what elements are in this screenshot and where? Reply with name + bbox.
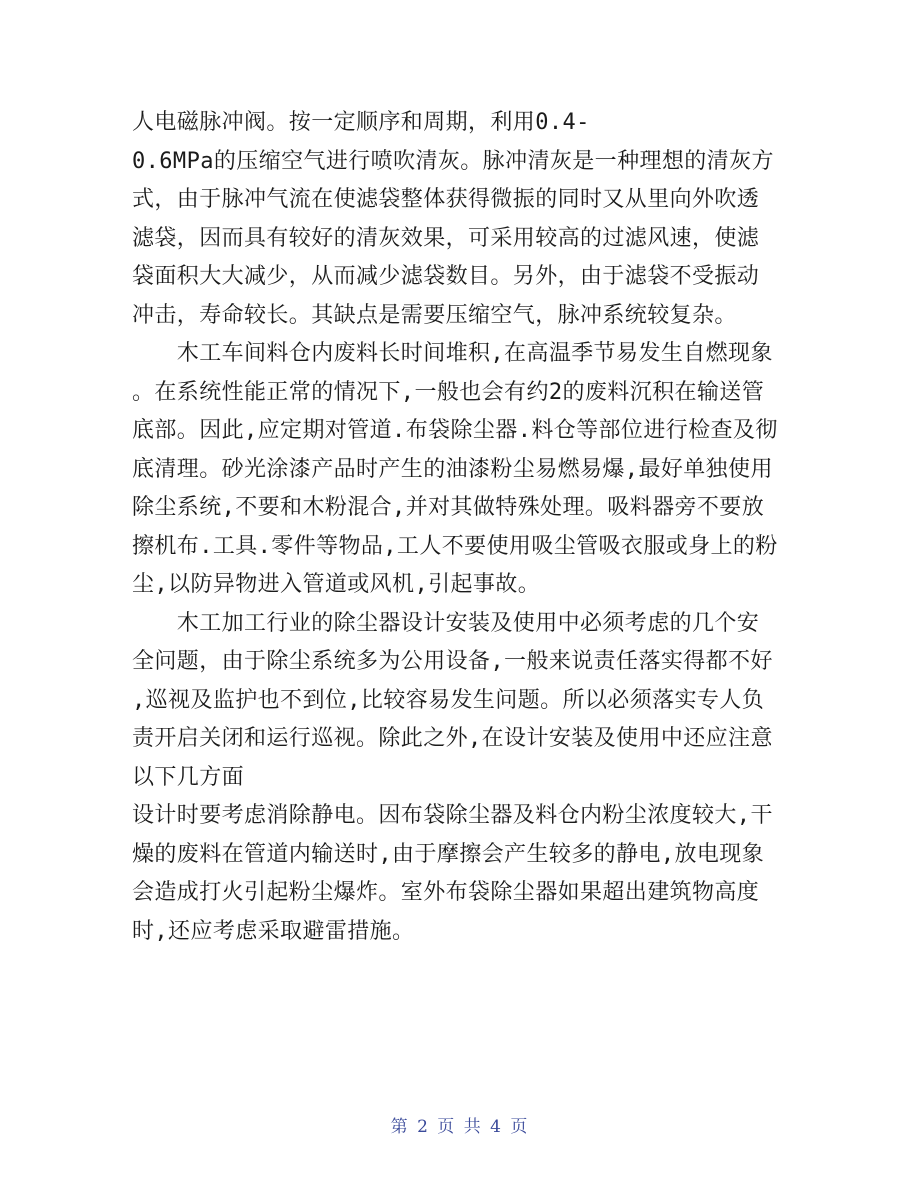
text-line: 底部。因此,应定期对管道.布袋除尘器.料仓等部位进行检查及彻 bbox=[132, 418, 778, 443]
page-number-footer: 第 2 页 共 4 页 bbox=[390, 1117, 530, 1137]
text-line: 式，由于脉冲气流在使滤袋整体获得微振的同时又从里向外吹透 bbox=[132, 187, 760, 212]
text-line: 底清理。砂光涂漆产品时产生的油漆粉尘易燃易爆,最好单独使用 bbox=[132, 456, 773, 482]
text-line: 。在系统性能正常的情况下,一般也会有约2的废料沉积在输送管 bbox=[132, 379, 765, 405]
text-line: 0.6MPa的压缩空气进行喷吹清灰。脉冲清灰是一种理想的清灰方 bbox=[132, 148, 774, 174]
text-line: 擦机布.工具.零件等物品,工人不要使用吸尘管吸衣服或身上的粉 bbox=[132, 533, 778, 559]
text-line: 设计时要考虑消除静电。因布袋除尘器及料仓内粉尘浓度较大,干 bbox=[132, 803, 773, 828]
text-line: 木工加工行业的除尘器设计安装及使用中必须考虑的几个安 bbox=[132, 610, 760, 636]
text-line: 除尘系统,不要和木粉混合,并对其做特殊处理。吸料器旁不要放 bbox=[132, 495, 765, 520]
text-line: 燥的废料在管道内输送时,由于摩擦会产生较多的静电,放电现象 bbox=[132, 841, 765, 867]
text-line: 责开启关闭和运行巡视。除此之外,在设计安装及使用中还应注意 bbox=[132, 726, 773, 751]
body-text bbox=[132, 104, 792, 951]
text-line: 以下几方面 bbox=[132, 764, 245, 790]
text-line: 木工车间料仓内废料长时间堆积,在高温季节易发生自燃现象 bbox=[132, 341, 773, 366]
text-line: 全问题，由于除尘系统多为公用设备,一般来说责任落实得都不好 bbox=[132, 649, 773, 674]
text-line: 时,还应考虑采取避雷措施。 bbox=[132, 918, 415, 944]
text-line: 袋面积大大减少，从而减少滤袋数目。另外，由于滤袋不受振动 bbox=[132, 264, 760, 289]
text-line: 人电磁脉冲阀。按一定顺序和周期，利用0.4- bbox=[132, 110, 590, 135]
text-line: 会造成打火引起粉尘爆炸。室外布袋除尘器如果超出建筑物高度 bbox=[132, 880, 760, 905]
text-line: ,巡视及监护也不到位,比较容易发生问题。所以必须落实专人负 bbox=[132, 687, 765, 713]
text-line: 冲击，寿命较长。其缺点是需要压缩空气，脉冲系统较复杂。 bbox=[132, 302, 737, 328]
text-line: 滤袋，因而具有较好的清灰效果，可采用较高的过滤风速，使滤 bbox=[132, 225, 760, 251]
text-line: 尘,以防异物进入管道或风机,引起事故。 bbox=[132, 572, 541, 597]
